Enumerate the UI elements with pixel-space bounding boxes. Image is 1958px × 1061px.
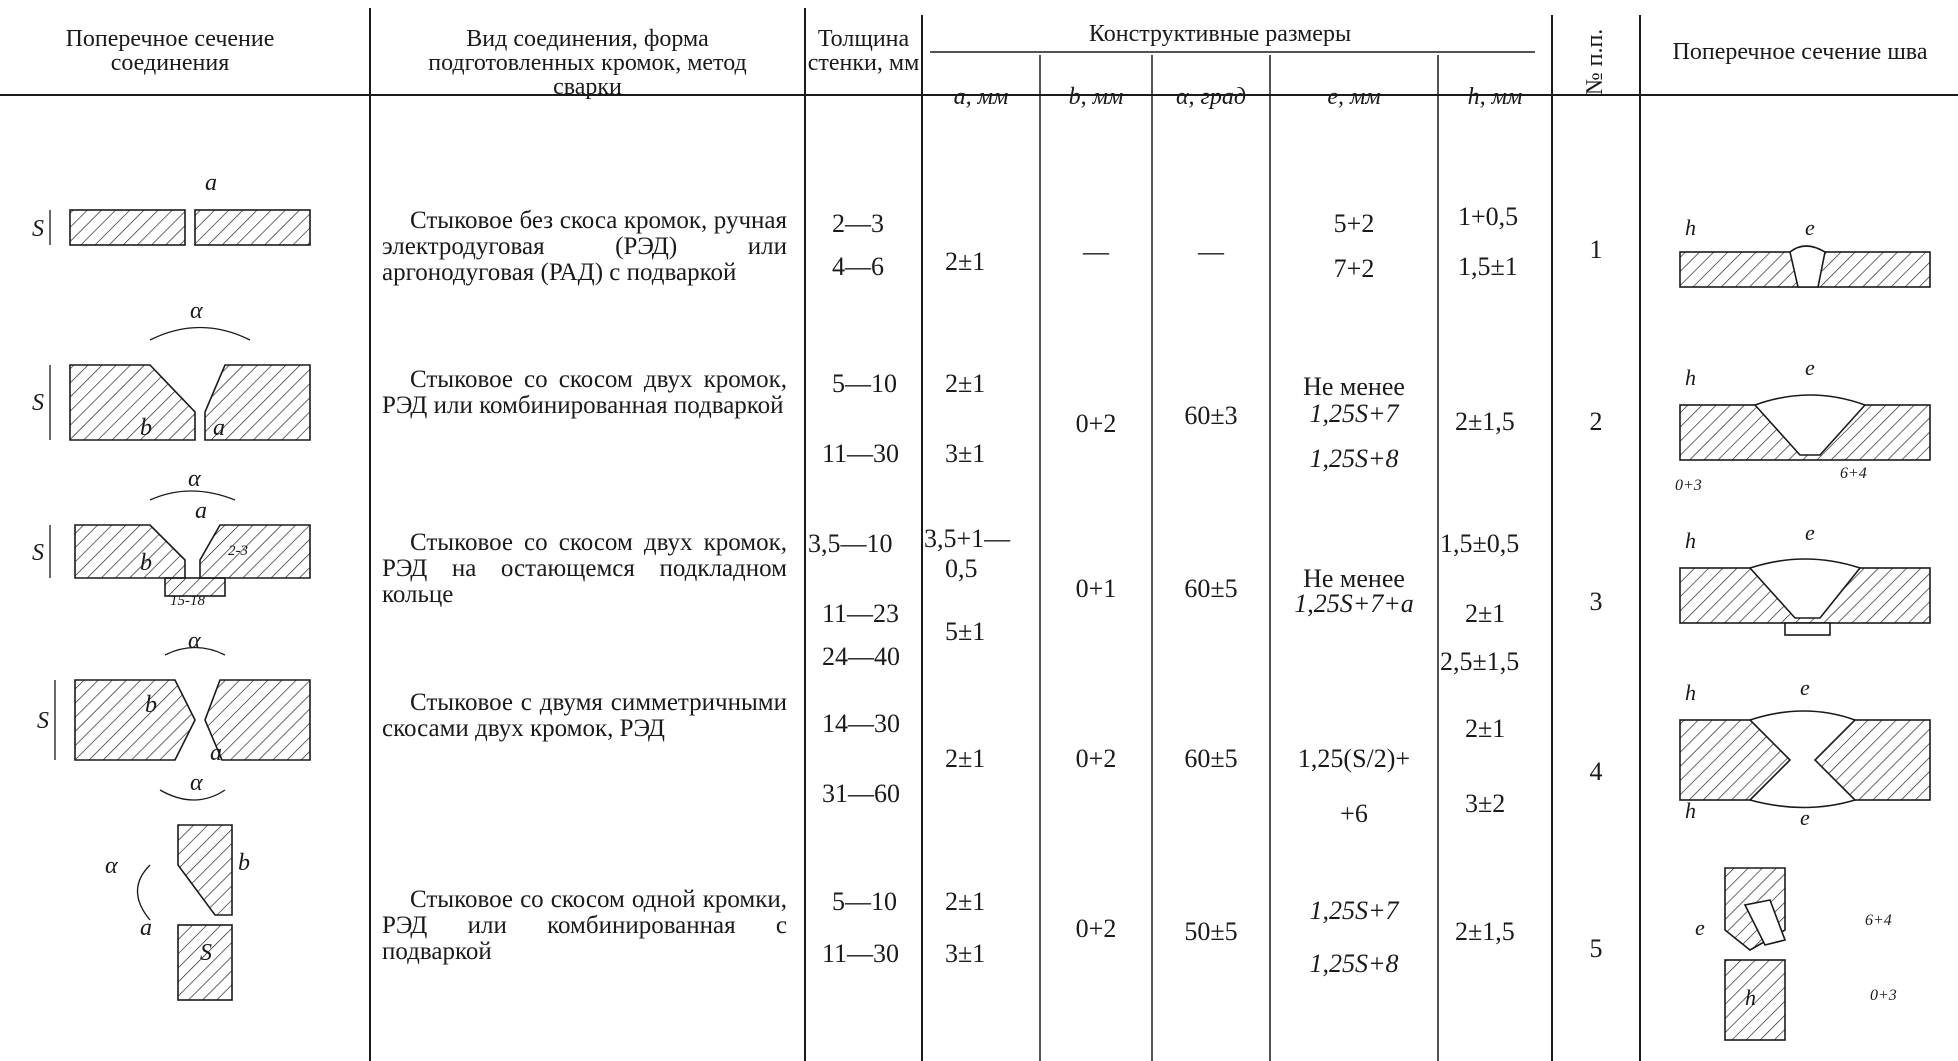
row-5-weld-label-root-width: 6+4 xyxy=(1865,912,1892,929)
row-4-label-alpha: α xyxy=(188,628,201,654)
row-1-e-2: 7+2 xyxy=(1333,254,1375,283)
row-4-h-1: 2±1 xyxy=(1465,714,1506,743)
row-5-alpha: 50±5 xyxy=(1184,917,1238,946)
joint-drawings xyxy=(0,0,370,1061)
row-2-label-s: S xyxy=(32,390,44,416)
row-5-a-1: 2±1 xyxy=(945,887,986,916)
row-4-e-2: +6 xyxy=(1340,799,1368,828)
row-4-joint-drawing xyxy=(75,680,195,760)
row-1-h-2: 1,5±1 xyxy=(1458,252,1518,281)
header-h: h, мм xyxy=(1467,84,1523,110)
weld-drawings xyxy=(1640,0,1958,1061)
row-2-number: 2 xyxy=(1589,407,1603,436)
row-3-a-3: 5±1 xyxy=(945,617,986,646)
row-1-label-s: S xyxy=(32,216,44,242)
header-wall-thickness: Толщина стенки, мм xyxy=(807,26,920,76)
row-4-weld-label-h: h xyxy=(1685,680,1696,705)
row-4-number: 4 xyxy=(1589,757,1603,786)
row-5-a-2: 3±1 xyxy=(945,939,986,968)
row-3-label-ring-gap: 2-3 xyxy=(228,543,248,559)
row-5-label-s: S xyxy=(200,940,212,966)
row-1-a: 2±1 xyxy=(945,247,986,276)
row-5-label-a: a xyxy=(140,915,152,941)
row-1-alpha: — xyxy=(1198,237,1224,266)
row-2-a-1: 2±1 xyxy=(945,369,986,398)
row-3-alpha: 60±5 xyxy=(1184,574,1238,603)
row-4-description: Стыковое с двумя симметричными скосами двух кромок, РЭД xyxy=(382,689,787,742)
row-5-weld-label-root-height: 0+3 xyxy=(1870,987,1897,1004)
row-3-thickness-2: 11—23 xyxy=(822,599,900,628)
row-4-weld-label-e-bottom: e xyxy=(1800,805,1810,830)
row-3-label-s: S xyxy=(32,540,44,566)
row-3-number: 3 xyxy=(1589,587,1603,616)
header-a: a, мм xyxy=(953,84,1009,110)
header-e: e, мм xyxy=(1327,84,1381,110)
row-5-label-alpha: α xyxy=(105,853,118,879)
row-2-joint-drawing xyxy=(70,365,195,440)
row-2-description: Стыковое со скосом двух кромок, РЭД или комбинированная подваркой xyxy=(382,366,787,419)
row-2-label-a: a xyxy=(213,415,225,441)
row-5-joint-drawing xyxy=(178,825,232,915)
row-1-thickness-2: 4—6 xyxy=(832,252,884,281)
row-4-label-alpha-bottom: α xyxy=(190,770,203,796)
row-3-label-a: a xyxy=(195,498,207,524)
row-5-number: 5 xyxy=(1589,934,1603,963)
row-5-thickness-2: 11—30 xyxy=(822,939,900,968)
row-2-alpha: 60±3 xyxy=(1184,401,1238,430)
row-3-h-2: 2±1 xyxy=(1465,599,1506,628)
row-3-weld-label-h: h xyxy=(1685,528,1696,553)
row-2-thickness-2: 11—30 xyxy=(822,439,900,468)
row-1-b: — xyxy=(1083,237,1109,266)
row-2-label-b: b xyxy=(140,415,152,441)
row-3-h-1: 1,5±0,5 xyxy=(1440,529,1520,558)
row-2-label-alpha: α xyxy=(190,298,203,324)
row-5-description: Стыковое со скосом одной кромки, РЭД или комбинированная с подваркой xyxy=(382,886,787,965)
row-3-weld-label-e: e xyxy=(1805,520,1815,545)
row-2-thickness-1: 5—10 xyxy=(832,369,897,398)
row-5-weld-label-e: e xyxy=(1695,915,1705,940)
row-4-label-s: S xyxy=(37,708,49,734)
row-2-h: 2±1,5 xyxy=(1455,407,1515,436)
row-5-e-1: 1,25S+7 xyxy=(1309,896,1399,925)
row-4-a: 2±1 xyxy=(945,744,986,773)
row-3-joint-drawing xyxy=(75,525,185,578)
row-5-b: 0+2 xyxy=(1075,914,1117,943)
row-1-e-1: 5+2 xyxy=(1333,209,1375,238)
header-joint-type: Вид соединения, форма подготовленных кромок, метод сварки xyxy=(428,26,747,100)
header-cross-section-joint: Поперечное сечение соединения xyxy=(65,26,275,76)
row-1-label-a: a xyxy=(205,170,217,196)
row-1-number: 1 xyxy=(1589,235,1603,264)
row-4-alpha: 60±5 xyxy=(1184,744,1238,773)
row-3-label-ring-width: 15-18 xyxy=(170,593,205,609)
row-3-description: Стыковое со скосом двух кромок, РЭД на остающемся подкладном кольце xyxy=(382,529,787,608)
row-1-description: Стыковое без скоса кромок, ручная электродуговая (РЭД) или аргонодуговая (РАД) с подваркой xyxy=(382,207,787,286)
row-3-label-b: b xyxy=(140,550,152,576)
row-2-weld-label-root-width: 6+4 xyxy=(1840,465,1867,482)
row-4-thickness-1: 14—30 xyxy=(822,709,900,738)
row-4-e-1: 1,25(S/2)+ xyxy=(1297,744,1411,773)
row-3-label-alpha: α xyxy=(188,466,201,492)
row-5-thickness-1: 5—10 xyxy=(832,887,897,916)
row-1-thickness-1: 2—3 xyxy=(832,209,884,238)
row-2-b: 0+2 xyxy=(1075,409,1117,438)
row-4-h-2: 3±2 xyxy=(1465,789,1506,818)
header-item-number: № п.п. xyxy=(1582,28,1608,96)
row-5-e-2: 1,25S+8 xyxy=(1309,949,1399,978)
row-3-thickness-3: 24—40 xyxy=(822,642,900,671)
row-3-a-2: 0,5 xyxy=(945,554,978,583)
row-4-b: 0+2 xyxy=(1075,744,1117,773)
row-5-label-b: b xyxy=(238,850,250,876)
row-2-e-1: Не менее xyxy=(1303,372,1405,401)
header-alpha: α, град xyxy=(1175,84,1247,110)
row-4-thickness-2: 31—60 xyxy=(822,779,900,808)
row-4-label-b: b xyxy=(145,692,157,718)
row-1-joint-drawing xyxy=(70,210,185,245)
row-5-weld-label-h: h xyxy=(1745,985,1756,1010)
header-weld-cross-section: Поперечное сечение шва xyxy=(1672,39,1928,65)
row-2-weld-label-root-height: 0+3 xyxy=(1675,477,1702,494)
row-3-h-3: 2,5±1,5 xyxy=(1440,647,1520,676)
row-3-thickness-1: 3,5—10 xyxy=(808,529,893,558)
row-4-weld-label-h-bottom: h xyxy=(1685,798,1696,823)
row-2-e-3: 1,25S+8 xyxy=(1309,444,1399,473)
row-1-h-1: 1+0,5 xyxy=(1458,202,1519,231)
header-b: b, мм xyxy=(1068,84,1124,110)
row-4-label-a: a xyxy=(210,740,222,766)
row-1-weld-label-h: h xyxy=(1685,215,1696,240)
row-4-weld-label-e: e xyxy=(1800,675,1810,700)
row-5-h: 2±1,5 xyxy=(1455,917,1515,946)
header-design-dimensions: Конструктивные размеры xyxy=(1088,21,1352,47)
row-3-b: 0+1 xyxy=(1075,574,1117,603)
row-3-a-1: 3,5+1— xyxy=(924,524,1011,553)
row-3-e-1: Не менее xyxy=(1303,564,1405,593)
row-1-weld-label-e: e xyxy=(1805,215,1815,240)
row-2-weld-label-e: e xyxy=(1805,355,1815,380)
row-2-e-2: 1,25S+7 xyxy=(1309,399,1399,428)
row-2-a-2: 3±1 xyxy=(945,439,986,468)
row-2-weld-label-h: h xyxy=(1685,365,1696,390)
row-3-e-2: 1,25S+7+a xyxy=(1294,589,1414,618)
